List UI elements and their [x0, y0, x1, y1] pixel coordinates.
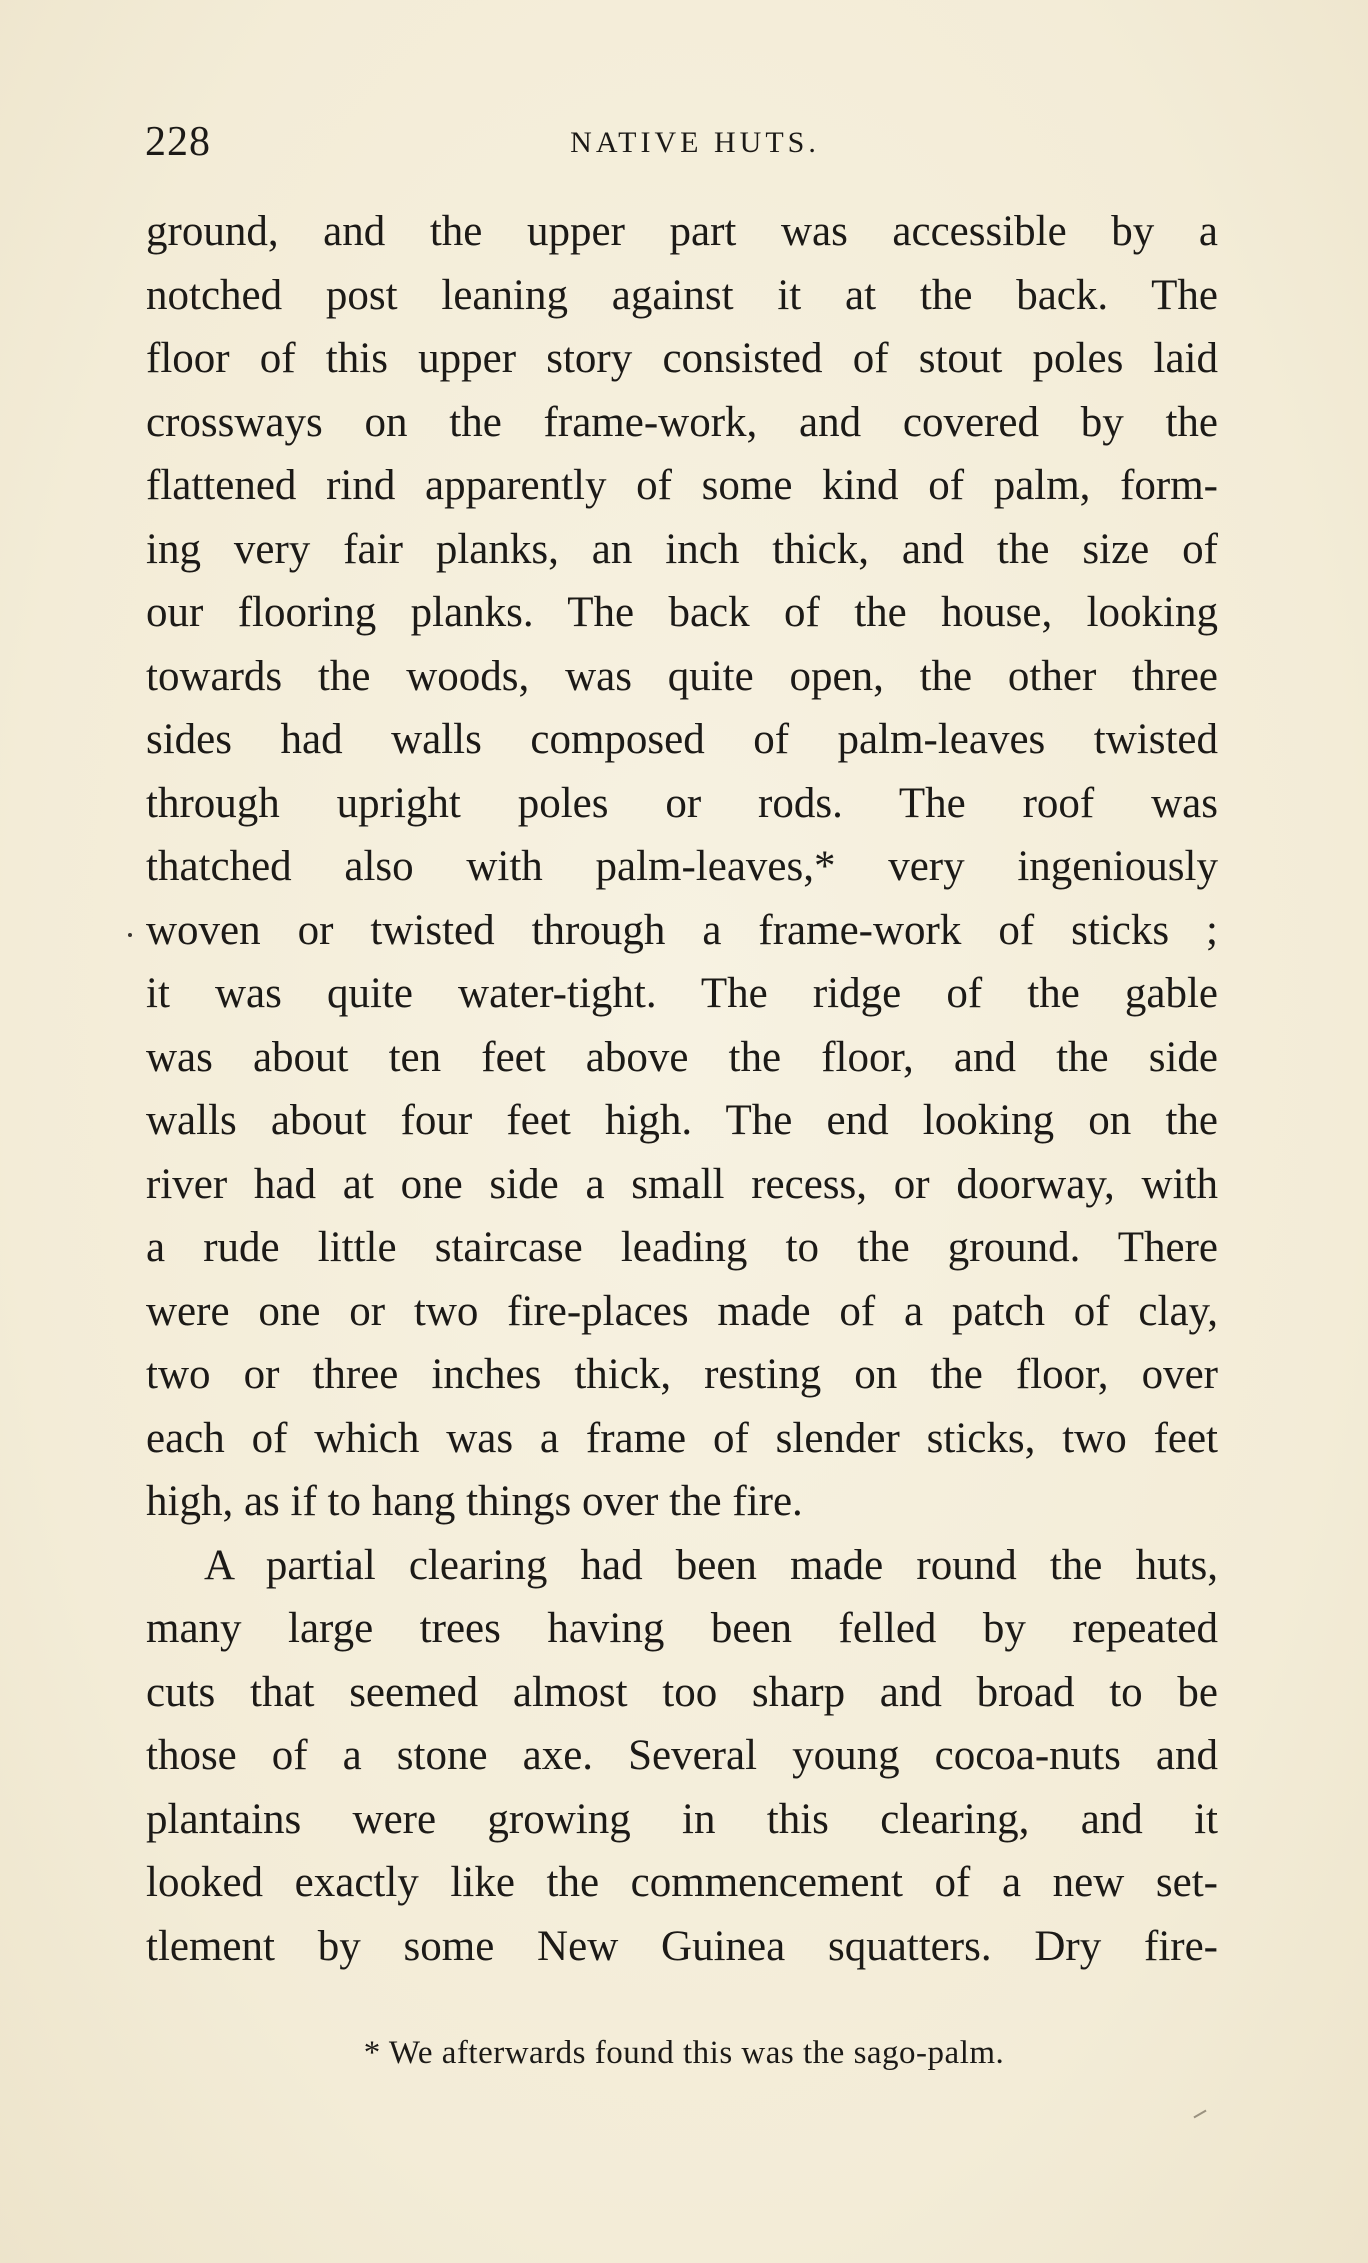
page-number: 228	[145, 119, 211, 165]
text-line: our flooring planks. The back of the house, looking	[146, 589, 1218, 636]
text-line: sides had walls composed of palm-leaves twisted	[146, 716, 1218, 763]
text-line: thatched also with palm-leaves,* very ingeniously	[146, 843, 1218, 890]
running-title: NATIVE HUTS.	[570, 126, 820, 159]
text-line: notched post leaning against it at the back. The	[146, 271, 1218, 319]
text-line: tlement by some New Guinea squatters. Dry fire-	[146, 1922, 1218, 1970]
text-line: through upright poles or rods. The roof was	[146, 779, 1218, 827]
text-line: walls about four feet high. The end looking on the	[146, 1097, 1218, 1144]
text-line: woven or twisted through a frame-work of sticks ;	[146, 906, 1218, 954]
text-line: was about ten feet above the floor, and the side	[146, 1033, 1218, 1081]
paragraph-end-line: high, as if to hang things over the fire.	[146, 1478, 803, 1525]
text-line: many large trees having been felled by repeated	[146, 1605, 1218, 1652]
text-line: two or three inches thick, resting on the floor, over	[146, 1351, 1218, 1398]
text-line: towards the woods, was quite open, the other three	[146, 652, 1218, 700]
margin-speck	[128, 933, 132, 937]
text-line: looked exactly like the commencement of a new set-	[146, 1859, 1218, 1906]
text-line: floor of this upper story consisted of stout poles laid	[146, 335, 1218, 382]
text-line: ing very fair planks, an inch thick, and the size of	[146, 525, 1218, 573]
text-line: plantains were growing in this clearing, and it	[146, 1795, 1218, 1843]
paragraph-start-line: A partial clearing had been made round the huts,	[204, 1541, 1218, 1589]
text-line: ground, and the upper part was accessible by a	[146, 208, 1218, 255]
text-line: a rude little staircase leading to the ground. There	[146, 1224, 1218, 1271]
margin-mark	[1193, 2110, 1206, 2119]
text-line: each of which was a frame of slender sticks, two feet	[146, 1414, 1218, 1462]
running-head	[145, 118, 1225, 168]
text-line: those of a stone axe. Several young cocoa-nuts and	[146, 1732, 1218, 1779]
text-line: flattened rind apparently of some kind of palm, form-	[146, 462, 1218, 509]
text-line: river had at one side a small recess, or doorway, with	[146, 1160, 1218, 1208]
text-line: cuts that seemed almost too sharp and broad to be	[146, 1668, 1218, 1716]
text-line: it was quite water-tight. The ridge of the gable	[146, 970, 1218, 1017]
footnote: * We afterwards found this was the sago-palm.	[363, 2035, 1005, 2071]
text-line: were one or two fire-places made of a patch of clay,	[146, 1287, 1218, 1335]
text-line: crossways on the frame-work, and covered by the	[146, 398, 1218, 446]
body-text	[146, 200, 1218, 1978]
